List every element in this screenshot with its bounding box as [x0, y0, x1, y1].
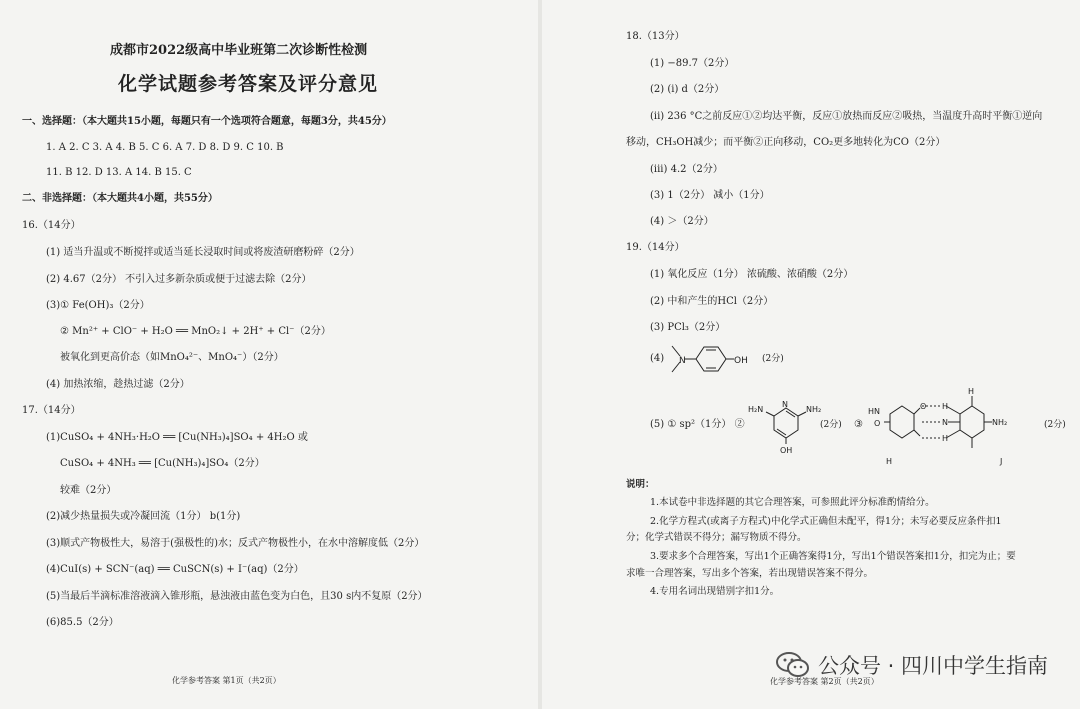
q16-part-3b: ② Mn²⁺ + ClO⁻ + H₂O ══ MnO₂↓ + 2H⁺ + Cl⁻（2分）: [60, 326, 331, 337]
page-1-footer: 化学参考答案 第1页（共2页）: [172, 676, 281, 685]
svg-text:H: H: [942, 402, 949, 411]
svg-text:H: H: [968, 387, 975, 396]
q17-part-2: (2)减少热量损失或冷凝回流（1分） b(1分): [46, 511, 241, 522]
svg-text:HN: HN: [868, 407, 880, 416]
section-1-heading: 一、选择题：（本大题共15小题，每题只有一个选项符合题意，每题3分，共45分）: [22, 116, 392, 127]
svg-text:O: O: [874, 419, 881, 428]
note-3-line2: 求唯一合理答案，写出多个答案，若出现错误答案不得分。: [626, 568, 874, 579]
q18-part-2iii: (iii) 4.2（2分）: [650, 164, 723, 175]
note-2-line1: 2.化学方程式(或离子方程式)中化学式正确但未配平，得1分；未写必要反应条件扣1: [650, 516, 1002, 527]
note-4: 4.专用名词出现错别字扣1分。: [650, 586, 780, 597]
notes-heading: 说明：: [626, 479, 655, 490]
ammeline-structure: [746, 398, 826, 458]
mc-answers-row-2: 11. B 12. D 13. A 14. B 15. C: [46, 167, 192, 178]
svg-text:O: O: [920, 402, 927, 411]
q17-part-1a: (1)CuSO₄ + 4NH₃·H₂O ══ [Cu(NH₃)₄]SO₄ + 4H₂O 或: [46, 432, 308, 443]
q16-heading: 16.（14分）: [22, 220, 81, 231]
note-2-line2: 分；化学式错误不得分；漏写物质不得分。: [626, 532, 807, 543]
q19-heading: 19.（14分）: [626, 242, 685, 253]
page-2-footer: 化学参考答案 第2页（共2页）: [770, 677, 879, 686]
q17-part-1c: 较难（2分）: [60, 485, 117, 496]
q16-part-3c: 被氧化到更高价态（如MnO₄²⁻、MnO₄⁻）（2分）: [60, 352, 284, 363]
hydrogen-bond-pair-structure: [868, 384, 1018, 468]
svg-text:N: N: [942, 418, 948, 427]
q17-part-4: (4)CuI(s) + SCN⁻(aq) ══ CuSCN(s) + I⁻(aq)（2分）: [46, 564, 304, 575]
q18-part-1: (1) −89.7（2分）: [650, 58, 735, 69]
svg-text:H₂N: H₂N: [748, 405, 764, 414]
svg-text:N: N: [679, 356, 686, 366]
q19-part-5-three: ③: [854, 419, 863, 430]
wechat-brand-text: 公众号 · 四川中学生指南: [817, 654, 1048, 678]
q19-part-2: (2) 中和产生的HCl（2分）: [650, 296, 774, 307]
q17-part-5: (5)当最后半滴标准溶液滴入锥形瓶，悬浊液由蓝色变为白色，且30 s内不复原（2分）: [46, 591, 428, 602]
q16-part-1: (1) 适当升温或不断搅拌或适当延长浸取时间或将废渣研磨粉碎（2分）: [46, 247, 360, 258]
q17-heading: 17.（14分）: [22, 405, 81, 416]
answer-page-1: [0, 0, 538, 709]
q18-part-2ii-line2: 移动，CH₃OH减少；而平衡②正向移动，CO₂更多地转化为CO（2分）: [626, 137, 946, 148]
q19-part-3: (3) PCl₃（2分）: [650, 322, 726, 333]
q17-part-3: (3)顺式产物极性大，易溶于(强极性的)水；反式产物极性小，在水中溶解度低（2分）: [46, 538, 425, 549]
wechat-brand-watermark: [776, 650, 1048, 680]
q19-part-4-score: (2分): [762, 354, 784, 364]
q19-part-1: (1) 氧化反应（1分） 浓硫酸、浓硝酸（2分）: [650, 269, 854, 280]
answer-page-2: [542, 0, 1080, 709]
q16-part-2: (2) 4.67（2分） 不引入过多新杂质或便于过滤去除（2分）: [46, 274, 312, 285]
q19-part-5-score-2: (2分): [820, 420, 842, 430]
section-2-heading: 二、非选择题：（本大题共4小题，共55分）: [22, 193, 218, 204]
svg-text:J: J: [1000, 457, 1003, 466]
mc-answers-row-1: 1. A 2. C 3. A 4. B 5. C 6. A 7. D 8. D 9. C 10. B: [46, 142, 284, 153]
q18-part-4: (4) ＞（2分）: [650, 216, 714, 227]
q17-part-6: (6)85.5（2分）: [46, 617, 119, 628]
q18-part-3: (3) 1（2分） 减小（1分）: [650, 190, 770, 201]
q19-part-5-score-3: (2分): [1044, 420, 1066, 430]
svg-text:H: H: [886, 457, 893, 466]
svg-text:OH: OH: [780, 446, 793, 455]
q18-part-2ii-line1: (ii) 236 °C之前反应①②均达平衡，反应①放热而反应②吸热，当温度升高时平衡①逆向: [650, 111, 1043, 122]
svg-text:NH₂: NH₂: [806, 405, 822, 414]
note-1: 1.本试卷中非选择题的其它合理答案，可参照此评分标准酌情给分。: [650, 497, 935, 508]
exam-title: 成都市2022级高中毕业班第二次诊断性检测: [110, 43, 368, 58]
svg-text:N: N: [782, 400, 788, 409]
q16-part-4: (4) 加热浓缩，趁热过滤（2分）: [46, 379, 190, 390]
q19-part-5-label: (5) ① sp²（1分） ②: [650, 419, 745, 430]
q18-part-2i: (2) (i) d（2分）: [650, 84, 725, 95]
svg-text:H: H: [942, 434, 949, 443]
q19-part-4-label: (4): [650, 353, 665, 364]
q18-heading: 18.（13分）: [626, 31, 685, 42]
phenol-oh-label: OH: [734, 356, 748, 366]
note-3-line1: 3.要求多个合理答案，写出1个正确答案得1分，写出1个错误答案扣1分，扣完为止；要: [650, 551, 1016, 562]
svg-text:NH₂: NH₂: [992, 418, 1008, 427]
q16-part-3a: (3)① Fe(OH)₃（2分）: [46, 300, 150, 311]
q17-part-1b: CuSO₄ + 4NH₃ ══ [Cu(NH₃)₄]SO₄（2分）: [60, 458, 265, 469]
wechat-icon: [776, 651, 810, 679]
answer-title: 化学试题参考答案及评分意见: [118, 73, 379, 95]
